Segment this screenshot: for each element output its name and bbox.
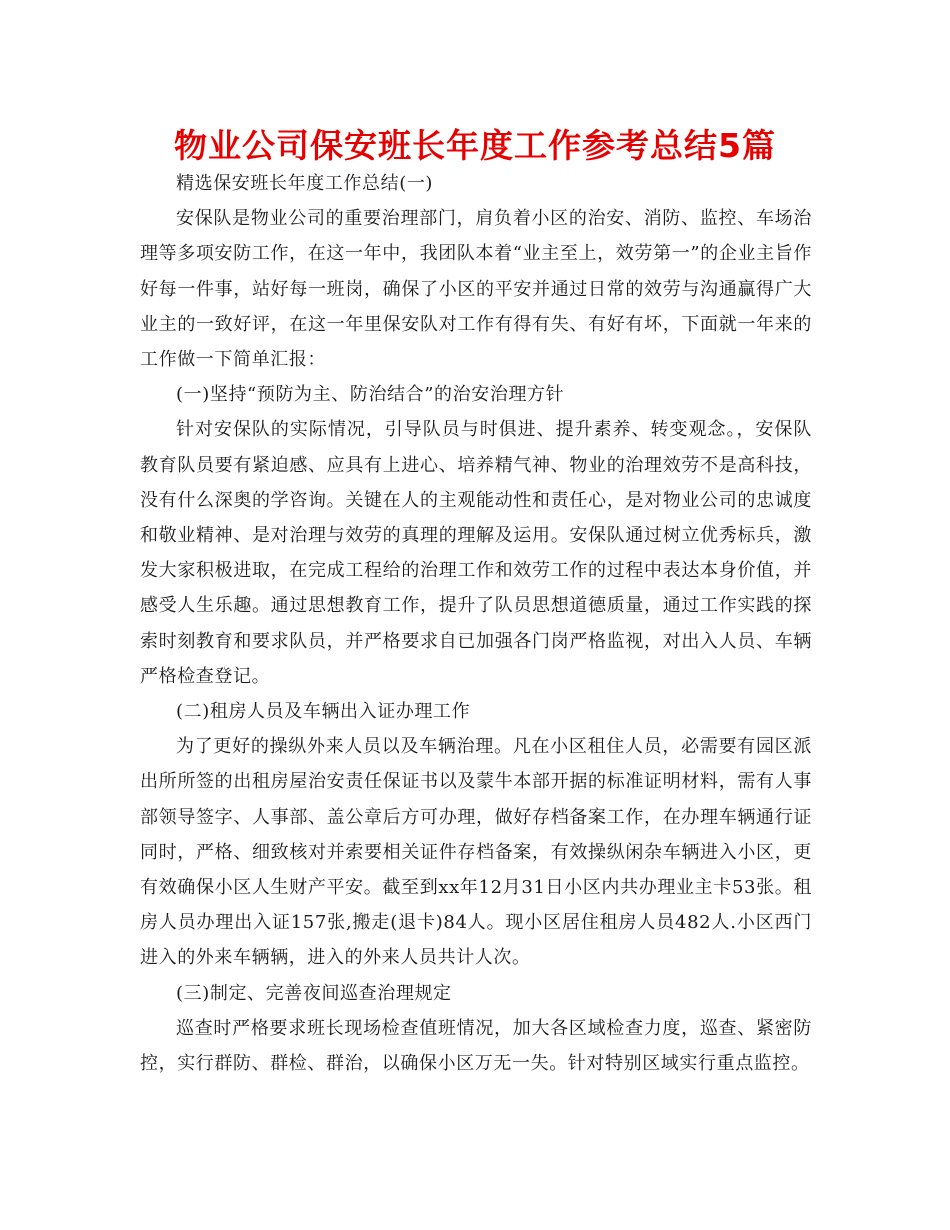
section-heading: 精选保安班长年度工作总结(一) [176, 173, 434, 194]
paragraph: 针对安保队的实际情况，引导队员与时俱进、提升素养、转变观念。，安保队教育队员要有紧迫感、应具有上进心、培养精气神、物业的治理效劳不是高科技，没有什么深奥的学咨询。关键在人的主观能动性和责任心，是对物业公司的忠诚度和敬业精神、是对治理与效劳的真理的理解及运用。安保队通过树立优秀标兵，激发大家积极进取，在完成工程给的治理工作和效劳工作的过程中表达本身价值，并感受人生乐趣。通过思想教育工作，提升了队员思想道德质量，通过工作实践的探索时刻教育和要求队员，并严格要求自已加强各门岗严格监视，对出入人员、车辆严格检查登记。 [140, 419, 812, 687]
paragraph: 巡查时严格要求班长现场检查值班情况，加大各区域检查力度，巡查、紧密防控，实行群防、群检、群治，以确保小区万无一失。针对特别区域实行重点监控。 [140, 1017, 812, 1075]
document-title: 物业公司保安班长年度工作参考总结5篇 [174, 126, 776, 165]
paragraph: 安保队是物业公司的重要治理部门，肩负着小区的治安、消防、监控、车场治理等多项安防工作，在这一年中，我团队本着“业主至上，效劳第一”的企业主旨作好每一件事，站好每一班岗，确保了小区的平安并通过日常的效劳与沟通赢得广大业主的一致好评，在这一年里保安队对工作有得有失、有好有坏，下面就一年来的工作做一下简单汇报： [140, 208, 812, 371]
section-heading: (三)制定、完善夜间巡查治理规定 [176, 982, 452, 1004]
section-heading: (一)坚持“预防为主、防治结合”的治安治理方针 [176, 384, 565, 406]
paragraph: 为了更好的操纵外来人员以及车辆治理。凡在小区租住人员，必需要有园区派出所所签的出租房屋治安责任保证书以及蒙牛本部开据的标准证明材料，需有人事部领导签字、人事部、盖公章后方可办理，做好存档备案工作，在办理车辆通行证同时，严格、细致核对并索要相关证件存档备案，有效操纵闲杂车辆进入小区，更有效确保小区人生财产平安。截至到xx年12月31日小区内共办理业主卡53张。租房人员办理出入证157张,搬走(退卡)84人。现小区居住租房人员482人.小区西门进入的外来车辆辆，进入的外来人员共计人次。 [140, 736, 812, 969]
document-body [140, 166, 812, 1081]
section-heading: (二)租房人员及车辆出入证办理工作 [176, 701, 471, 723]
